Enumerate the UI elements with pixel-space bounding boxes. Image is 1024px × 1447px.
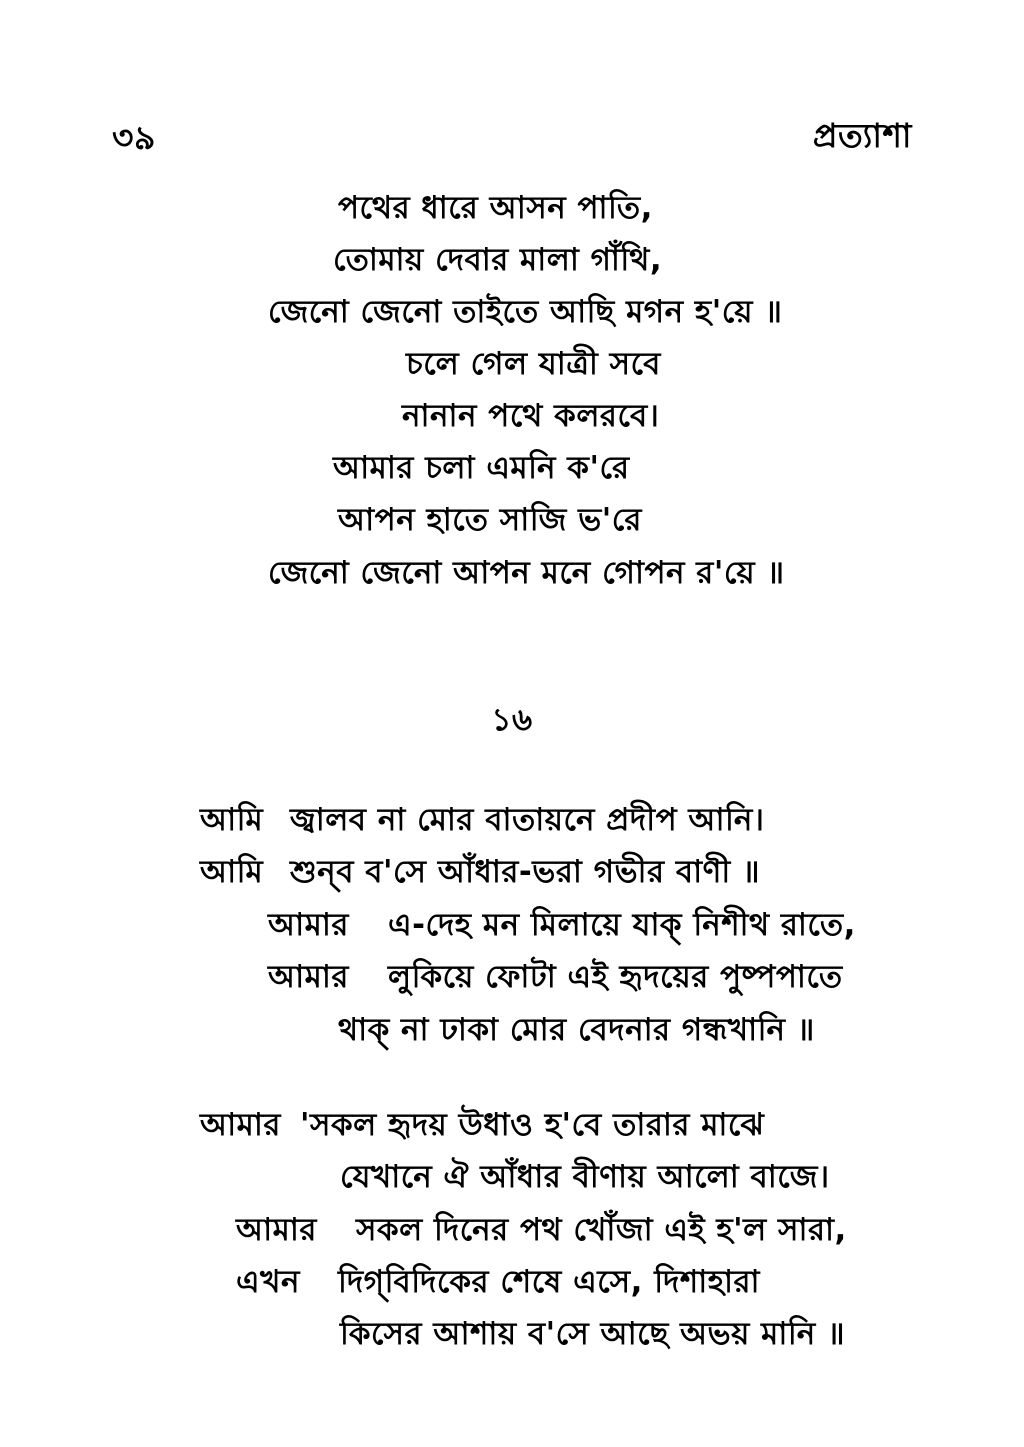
verse-line	[338, 1262, 760, 1302]
verse-line	[338, 1010, 815, 1050]
verse-line: নানান পথে কলরবে।	[402, 398, 660, 434]
verse-line	[300, 1105, 764, 1145]
verse-text: যেখানে ঐ আঁধার বীণায় আলো বাজে।	[340, 1159, 830, 1195]
verse-line: জেনো জেনো তাইতে আছি মগন হ'য়ে ॥	[268, 294, 783, 330]
verse-line: আপন হাতে সাজি ভ'রে	[338, 502, 642, 538]
verse-line	[340, 1157, 830, 1197]
verse-text: 'সকল হৃদয় উধাও হ'বে তারার মাঝে	[300, 1107, 765, 1143]
verse-line	[290, 852, 760, 892]
verse-text: লুকিয়ে ফোটা এই হৃদয়ের পুষ্পপাতে	[388, 959, 843, 995]
verse-line	[200, 1105, 281, 1145]
verse-line	[388, 957, 843, 997]
verse-line: তোমায় দেবার মালা গাঁথি,	[333, 242, 663, 278]
verse-lead: আমার	[200, 1107, 281, 1143]
verse-text: দিগ্‌বিদিকের শেষে এসে, দিশাহারা	[338, 1264, 761, 1300]
verse-text: থাক্ না ঢাকা মোর বেদনার গন্ধখানি ॥	[338, 1012, 815, 1048]
song-number: ১৬	[491, 702, 533, 738]
verse-line: পথের ধারে আসন পাতি,	[338, 190, 653, 226]
verse-line	[340, 1314, 845, 1354]
verse-line	[236, 1210, 317, 1250]
verse-text: কিসের আশায় ব'সে আছে অভয় মানি ॥	[340, 1316, 846, 1352]
verse-lead: আমার	[268, 907, 349, 943]
page-title: প্রত্যাশা	[812, 116, 912, 155]
verse-line	[290, 800, 765, 840]
verse-line: জেনো জেনো আপন মনে গোপন র'য়ে ॥	[268, 555, 785, 591]
verse-lead: আমার	[236, 1212, 317, 1248]
verse-text: সকল দিনের পথ খোঁজা এই হ'ল সারা,	[356, 1212, 847, 1248]
verse-text: শুন্‌ব ব'সে আঁধার-ভরা গভীর বাণী ॥	[290, 854, 761, 890]
verse-line	[268, 905, 349, 945]
verse-line: আমার চলা এমনি ক'রে	[333, 450, 630, 486]
verse-line	[236, 1262, 300, 1302]
verse-text: জ্বালব না মোর বাতায়নে প্রদীপ আনি।	[290, 802, 765, 838]
verse-line: চলে গেল যাত্রী সবে	[406, 346, 661, 382]
verse-line	[388, 905, 856, 945]
verse-lead: আমি	[200, 854, 264, 890]
verse-lead: আমি	[200, 802, 264, 838]
page-number: ৩৯	[112, 118, 156, 157]
verse-line	[356, 1210, 847, 1250]
verse-line	[268, 957, 349, 997]
verse-lead: এখন	[236, 1264, 300, 1300]
verse-line	[200, 800, 263, 840]
verse-lead: আমার	[268, 959, 349, 995]
verse-text: এ-দেহ মন মিলায়ে যাক্ নিশীথ রাতে,	[388, 907, 856, 943]
verse-line	[200, 852, 263, 892]
